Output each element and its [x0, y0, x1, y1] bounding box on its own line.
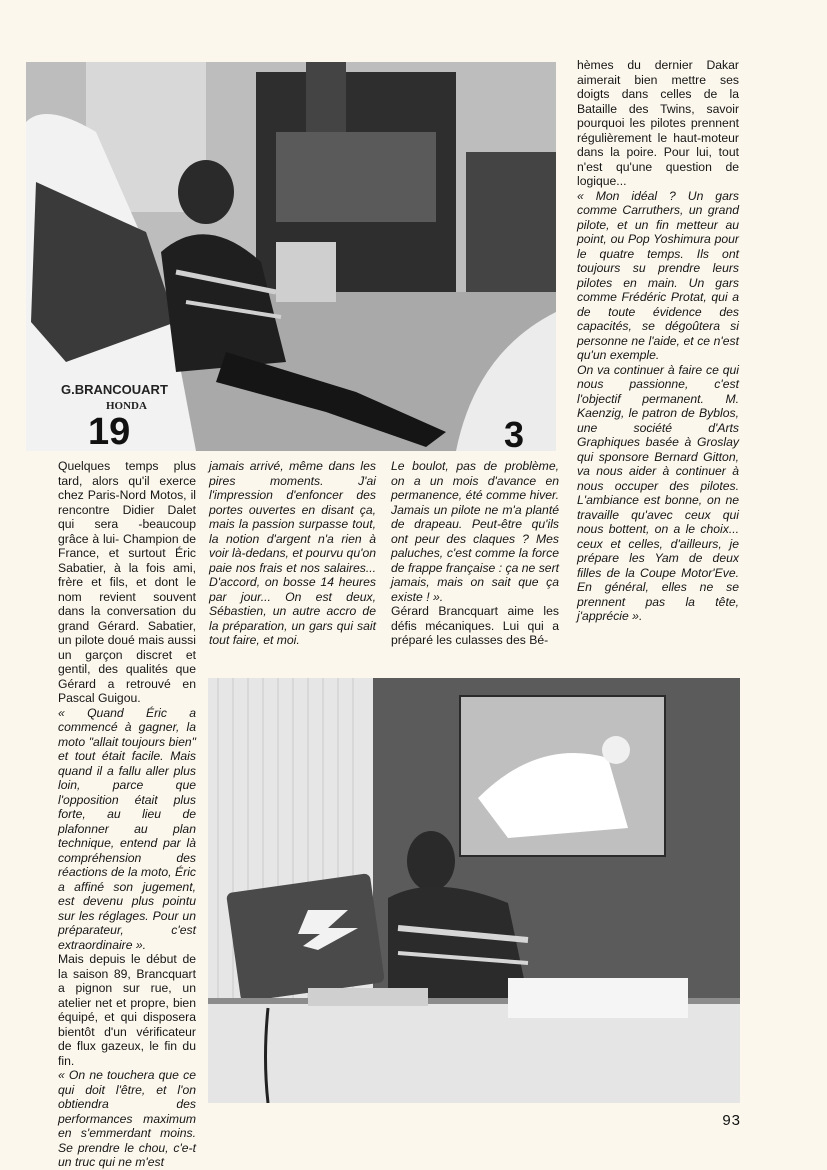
photo-office	[208, 678, 740, 1103]
bike-number-label: 19	[88, 411, 131, 451]
photo-workshop	[26, 62, 556, 451]
column-2	[209, 459, 376, 648]
paragraph-quote: « Quand Éric a commencé à gagner, la moto "allait toujours bien" et tout était facile. Mais quand il a fallu aller plus loin, parce que l'opposition était plus forte, au lieu de plafonner au plan technique, entend par là compréhension des réactions de la moto, Éric a affiné son jugement, est devenu plus pointu sur les réglages. Pour un préparateur, c'est extraordinaire ».	[58, 705, 196, 952]
page-number: 93	[722, 1112, 741, 1129]
paragraph-quote: « Mon idéal ? Un gars comme Carruthers, un grand pilote, et un fin metteur au point, ou Pop Yoshimura pour le quatre temps. Ils ont toujours su prendre leurs pilotes en main. Un gars comme Frédéric Protat, qui a de toute évidence des capacités, se dégoûtera si personne ne l'aide, et ce n'est qu'un exemple.	[577, 188, 739, 362]
column-1	[58, 459, 196, 1170]
column-3	[391, 459, 559, 648]
paragraph: Mais depuis le début de la saison 89, Brancquart a pignon sur rue, un atelier net et propre, bien équipé, et qui disposera bientôt d'un vérificateur de flux gazeux, le fin du fin.	[58, 952, 196, 1068]
bike-number-right-label: 3	[504, 414, 525, 451]
bike-name-label: G.BRANCOUART	[61, 382, 168, 397]
paragraph-quote: On va continuer à faire ce qui nous passionne, c'est l'objectif permanent. M. Kaenzig, le patron de Byblos, une société d'Arts Graphiques basée à Groslay qui sponsore Bernard Gitton, va nous aider à continuer à nous occuper des pilotes. L'ambiance est bonne, on ne travaille qu'avec ceux qui nous bottent, on a le choix... ceux et celles, d'ailleurs, je prépare les Yam de deux filles de la Coupe Motor'Eve. En général, elles ne se prennent pas la tête, j'apprécie ».	[577, 362, 739, 623]
paragraph: Gérard Brancquart aime les défis mécaniques. Lui qui a préparé les culasses des Bé-	[391, 604, 559, 647]
workshop-photo-graphic	[26, 62, 556, 451]
paragraph-quote: Le boulot, pas de problème, on a un mois d'avance en permanence, été comme hiver. Jamais un pilote ne m'a planté de drapeau. Peut-être qu'ils ont peur des claques ? Mes paluches, c'est comme la force de frappe française : ça ne sert jamais, mais on sait que ça existe ! ».	[391, 459, 560, 604]
column-top-right	[577, 58, 739, 624]
paragraph-quote: jamais arrivé, même dans les pires moments. J'ai l'impression d'enfoncer des portes ouvertes en disant ça, mais la passion surpasse tout, la notion d'argent n'a rien à voir là-dedans, et pourvu qu'on paie nos frais et nos salaires... D'accord, on bosse 14 heures par jour... On est deux, Sébastien, un autre accro de la préparation, un gars qui sait tout faire, et moi.	[209, 459, 376, 647]
office-photo-graphic	[208, 678, 740, 1103]
paragraph: hèmes du dernier Dakar aimerait bien mettre ses doigts dans celles de la Bataille des Twins, savoir pourquoi les pilotes prennent régulièrement le haut-moteur dans la poire. Pour lui, tout n'est qu'une question de logique...	[577, 58, 739, 188]
paragraph-quote: « On ne touchera que ce qui doit l'être, et l'on obtiendra des performances maximum en s'emmerdant moins. Se prendre le chou, c'e-t un truc qui ne m'est	[58, 1068, 196, 1169]
paragraph: Quelques temps plus tard, alors qu'il exerce chez Paris-Nord Motos, il rencontre Didier Dalet qui sera -beaucoup grâce à lui- Champion de France, et surtout Éric Sabatier, à la fois ami, frère et fils, et dont le nom revient souvent dans la conversation du grand Gérard. Sabatier, un pilote doué mais aussi un garçon discret et gentil, des qualités que Gérard a retrouvé en Pascal Guigou.	[58, 459, 196, 705]
bike-brand-label: HONDA	[106, 400, 147, 412]
